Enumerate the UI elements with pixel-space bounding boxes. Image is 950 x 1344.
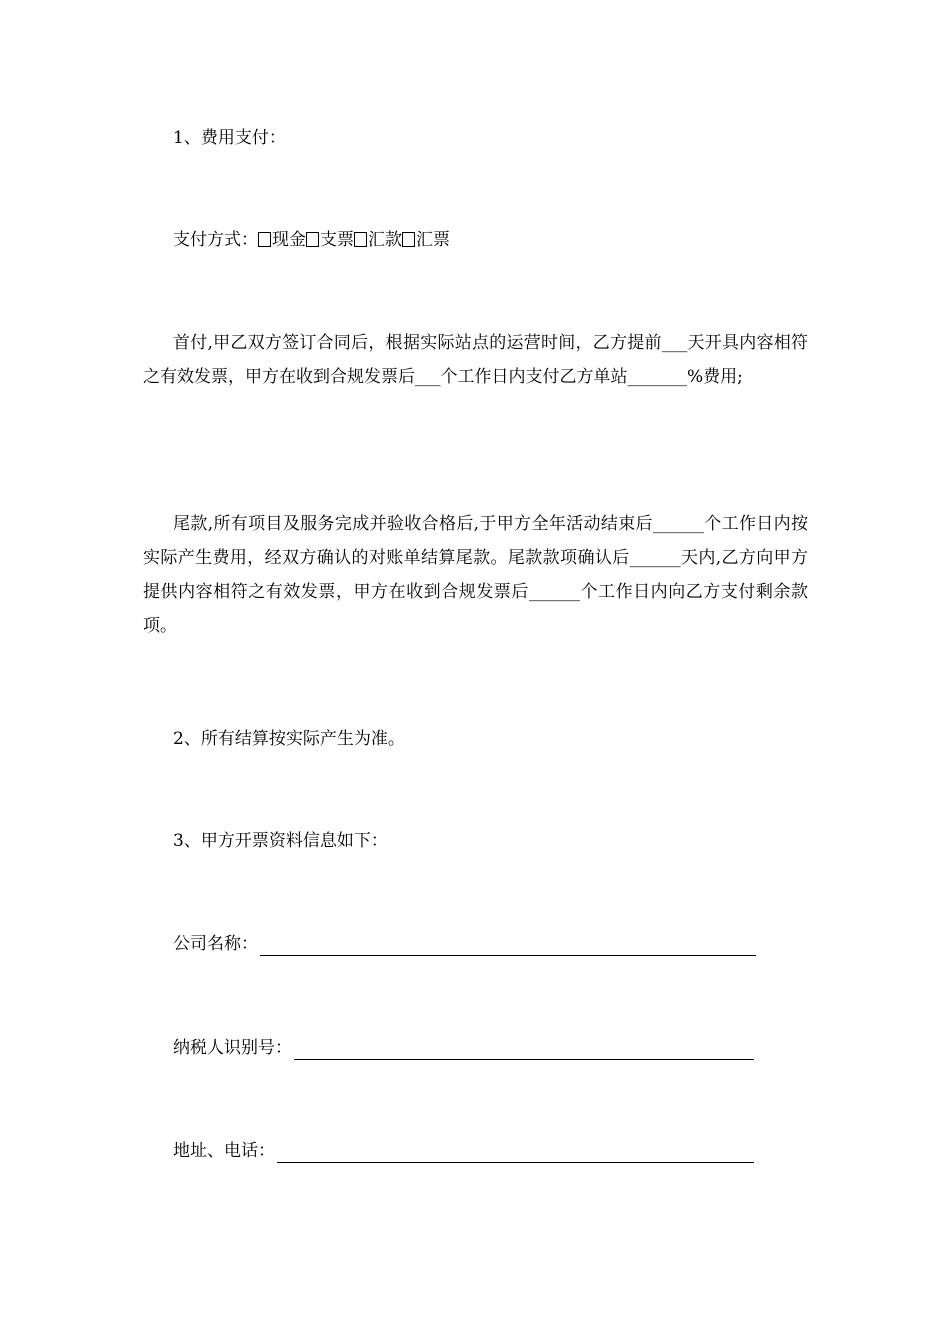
payment-method-line — [143, 228, 843, 252]
address-phone-row — [173, 1139, 754, 1163]
option-cheque: 支票 — [320, 230, 354, 250]
option-cash: 现金 — [272, 230, 306, 250]
address-phone-label: 地址、电话： — [173, 1141, 275, 1161]
checkbox-cash[interactable] — [258, 232, 271, 247]
option-draft: 汇票 — [416, 230, 450, 250]
first-payment-paragraph: 首付,甲乙双方签订合同后，根据实际站点的运营时间，乙方提前___天开具内容相符之有效发票，甲方在收到合规发票后___个工作日内支付乙方单站_______%费用; — [143, 333, 808, 387]
checkbox-cheque[interactable] — [306, 232, 319, 247]
invoice-info-heading: 3、甲方开票资料信息如下： — [173, 831, 388, 851]
settlement-rule: 2、所有结算按实际产生为准。 — [173, 729, 405, 749]
taxpayer-id-field[interactable] — [294, 1039, 754, 1060]
final-payment-paragraph: 尾款,所有项目及服务完成并验收合格后,于甲方全年活动结束后______个工作日内按实际产生费用，经双方确认的对账单结算尾款。尾款款项确认后______天内,乙方向甲方提供内容相符之有效发票，甲方在收到合规发票后______个工作日内向乙方支付剩余款项。 — [143, 514, 808, 636]
option-remittance: 汇款 — [368, 230, 402, 250]
address-phone-field[interactable] — [277, 1142, 754, 1163]
company-name-field[interactable] — [260, 935, 756, 956]
company-name-row — [173, 932, 756, 956]
checkbox-draft[interactable] — [402, 232, 415, 247]
taxpayer-id-row — [173, 1036, 754, 1060]
payment-method-label: 支付方式： — [173, 230, 258, 250]
company-name-label: 公司名称： — [173, 934, 258, 954]
fee-payment-heading: 1、费用支付： — [173, 128, 286, 148]
taxpayer-id-label: 纳税人识别号： — [173, 1038, 292, 1058]
checkbox-remittance[interactable] — [354, 232, 367, 247]
